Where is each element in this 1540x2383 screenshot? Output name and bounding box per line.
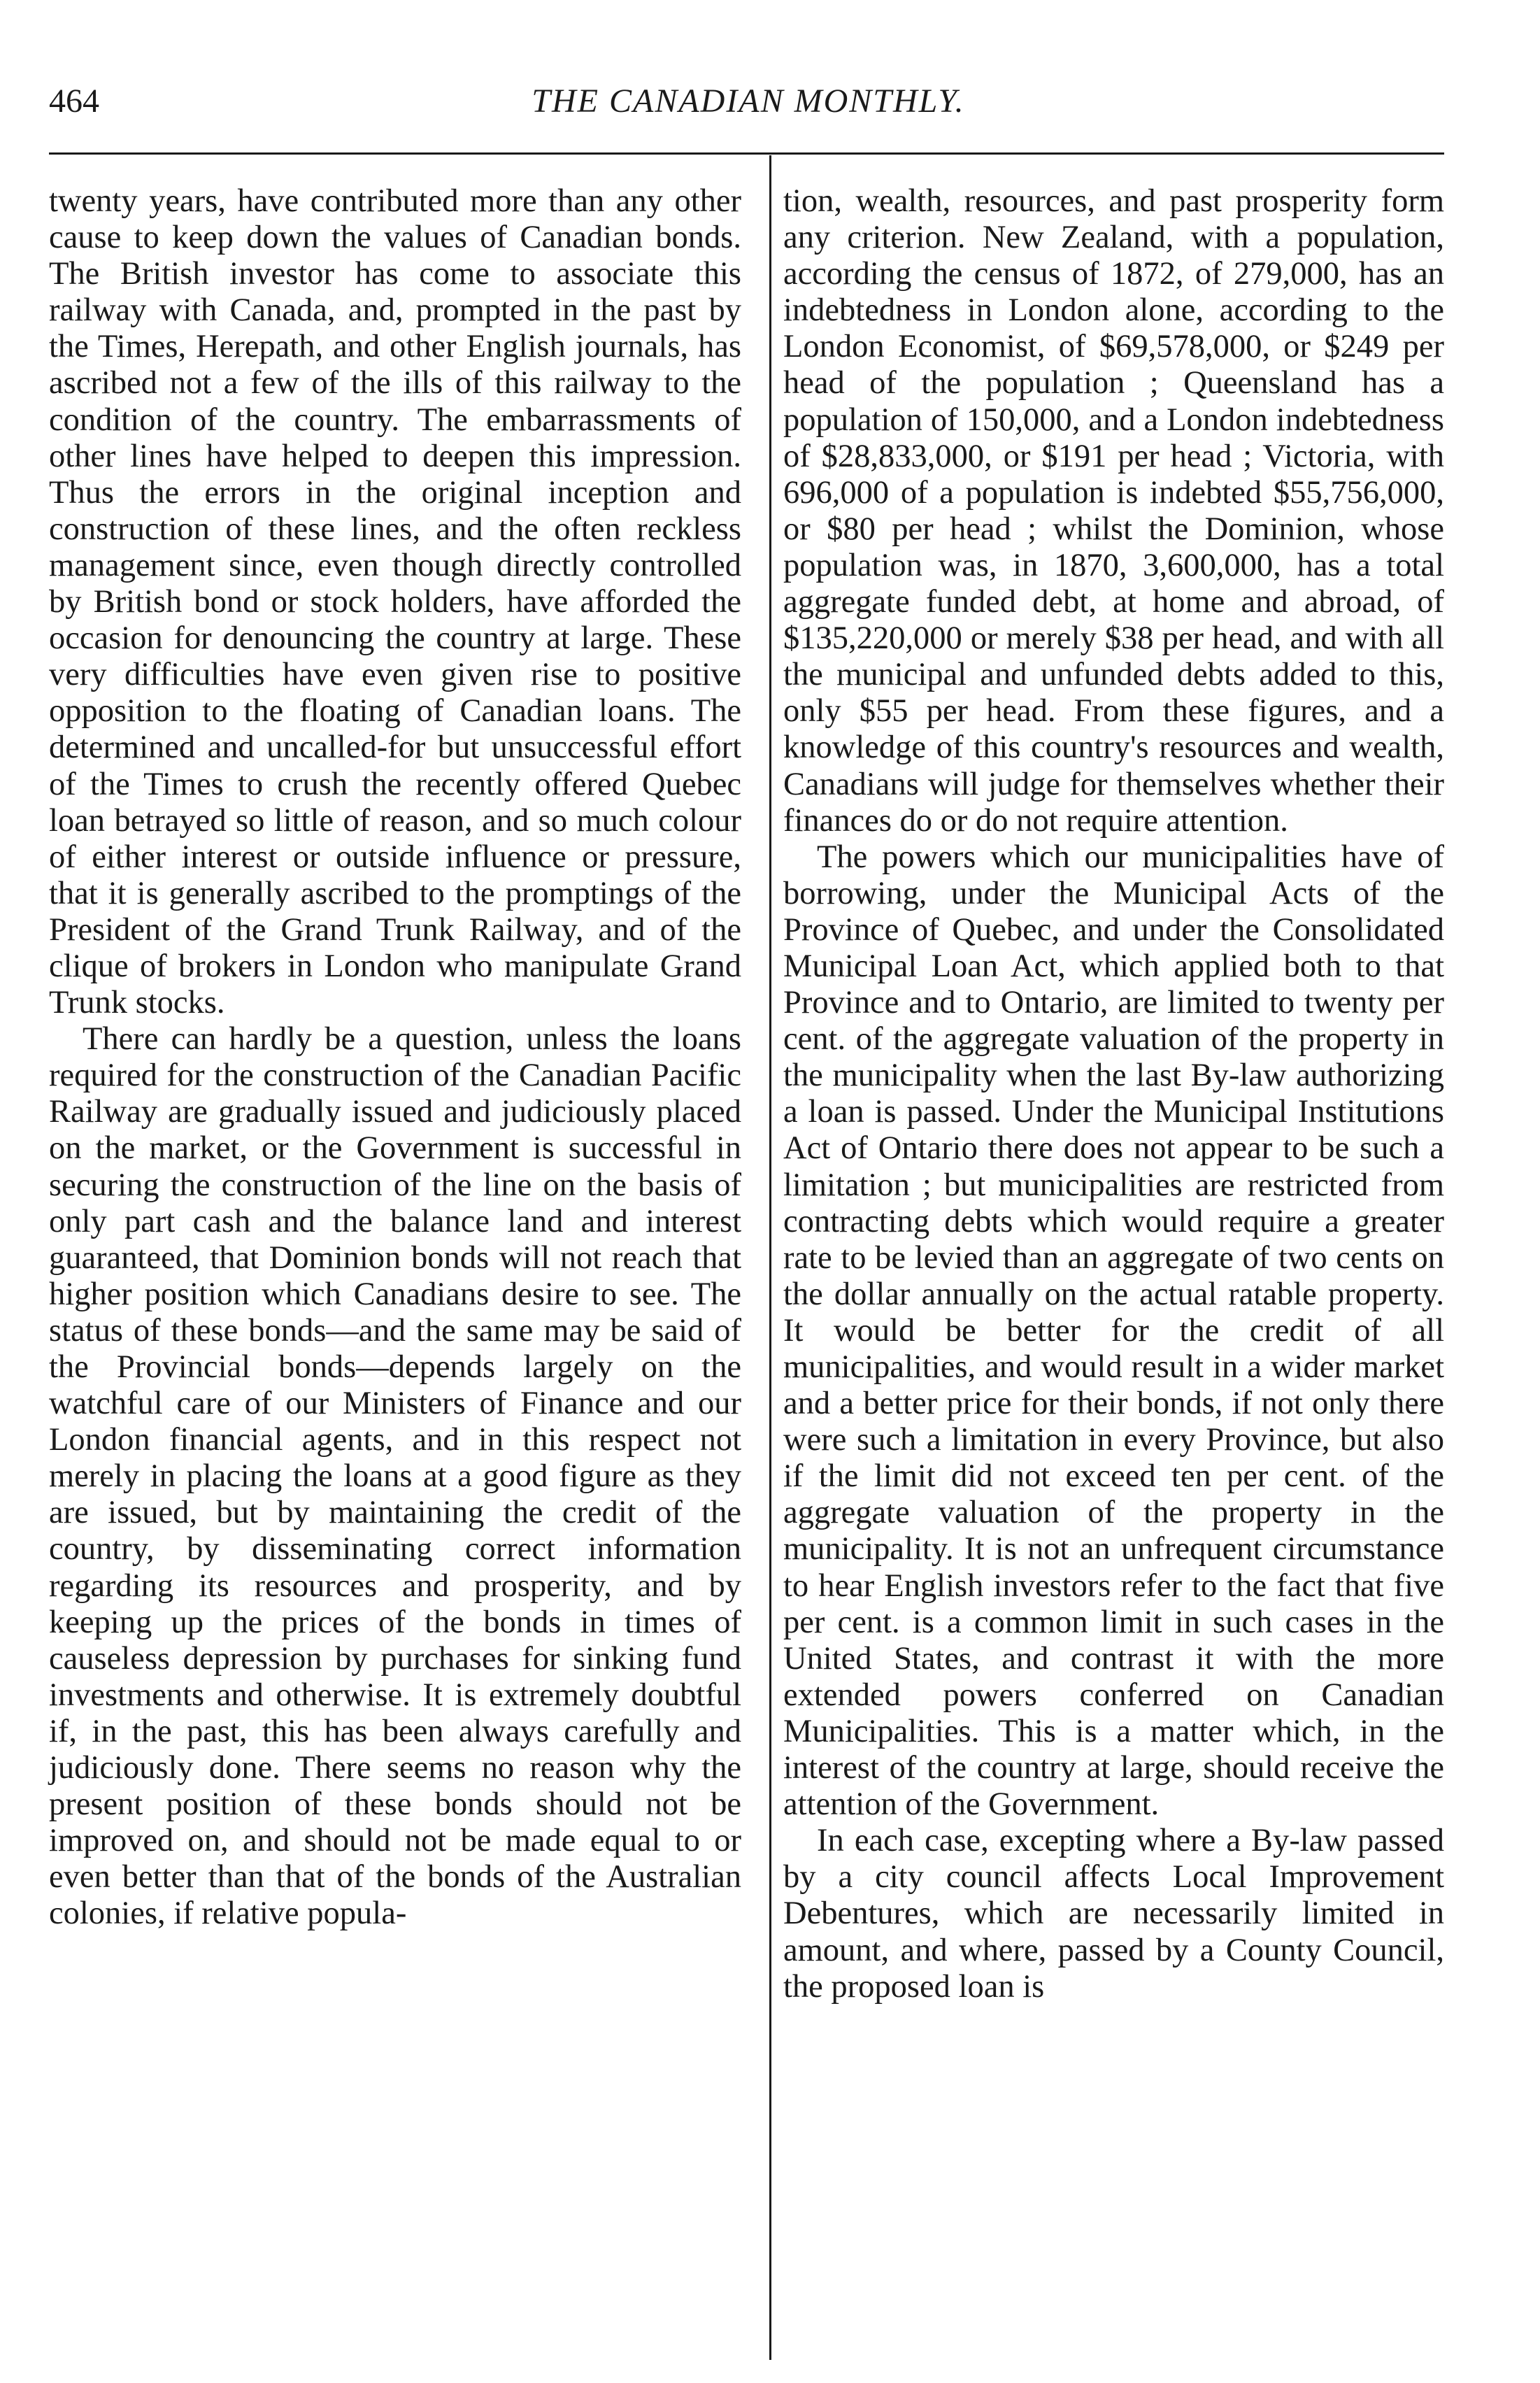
page-number: 464: [49, 83, 99, 120]
left-paragraph-2: There can hardly be a question, unless the loans required for the construction of the Canadian Pacific Railway are gradually issued and judiciously placed on the market, or the Government is successful in securing the construction of the line on the basis of only part cash and the balance land and interest guaranteed, that Dominion bonds will not reach that higher position which Canadians desire to see. The status of these bonds—and the same may be said of the Provincial bonds—depends largely on the watchful care of our Ministers of Finance and our London financial agents, and in this respect not merely in placing the loans at a good figure as they are issued, but by maintaining the credit of the country, by disseminating correct information regarding its resources and prosperity, and by keeping up the prices of the bonds in times of causeless depression by purchases for sinking fund investments and otherwise. It is extremely doubtful if, in the past, this has been always carefully and judiciously done. There seems no reason why the present position of these bonds should not be improved on, and should not be made equal to or even better than that of the bonds of the Australian colonies, if relative popula-: [49, 1021, 741, 1932]
right-column: [783, 183, 1444, 2005]
column-divider: [769, 155, 771, 2360]
right-paragraph-1: tion, wealth, resources, and past prosperity form any criterion. New Zealand, with a population, according the census of 1872, of 279,000, has an indebtedness in London alone, according to the London Economist, of $69,578,000, or $249 per head of the population ; Queensland has a population of 150,000, and a London indebtedness of $28,833,000, or $191 per head ; Victoria, with 696,000 of a population is indebted $55,756,000, or $80 per head ; whilst the Dominion, whose population was, in 1870, 3,600,000, has a total aggregate funded debt, at home and abroad, of $135,220,000 or merely $38 per head, and with all the municipal and unfunded debts added to this, only $55 per head. From these figures, and a knowledge of this country's resources and wealth, Canadians will judge for themselves whether their finances do or do not require attention.: [783, 183, 1444, 839]
page-header: [49, 80, 1448, 136]
right-paragraph-2: The powers which our municipalities have of borrowing, under the Municipal Acts of the Province of Quebec, and under the Consolidated Municipal Loan Act, which applied both to that Province and to Ontario, are limited to twenty per cent. of the aggregate valuation of the property in the municipality when the last By-law authorizing a loan is passed. Under the Municipal Institutions Act of Ontario there does not appear to be such a limitation ; but municipalities are restricted from contracting debts which would require a greater rate to be levied than an aggregate of two cents on the dollar annually on the actual ratable property. It would be better for the credit of all municipalities, and would result in a wider market and a better price for their bonds, if not only there were such a limitation in every Province, but also if the limit did not exceed ten per cent. of the aggregate valuation of the property in the municipality. It is not an unfrequent circumstance to hear English investors refer to the fact that five per cent. is a common limit in such cases in the United States, and contrast it with the more extended powers conferred on Canadian Municipalities. This is a matter which, in the interest of the country at large, should receive the attention of the Government.: [783, 839, 1444, 1823]
header-rule: [49, 152, 1444, 155]
left-paragraph-1: twenty years, have contributed more than any other cause to keep down the values of Canadian bonds. The British investor has come to associate this railway with Canada, and, prompted in the past by the Times, Herepath, and other English journals, has ascribed not a few of the ills of this railway to the condition of the country. The embarrassments of other lines have helped to deepen this impression. Thus the errors in the original inception and construction of these lines, and the often reckless management since, even though directly controlled by British bond or stock holders, have afforded the occasion for denouncing the country at large. These very difficulties have even given rise to positive opposition to the floating of Canadian loans. The determined and uncalled-for but unsuccessful effort of the Times to crush the recently offered Quebec loan betrayed so little of reason, and so much colour of either interest or outside influence or pressure, that it is generally ascribed to the promptings of the President of the Grand Trunk Railway, and of the clique of brokers in London who manipulate Grand Trunk stocks.: [49, 183, 741, 1021]
right-paragraph-3: In each case, excepting where a By-law passed by a city council affects Local Improvement Debentures, which are necessarily limited in amount, and where, passed by a County Council, the proposed loan is: [783, 1823, 1444, 2005]
running-head: THE CANADIAN MONTHLY.: [532, 83, 965, 120]
left-column: [49, 183, 741, 1933]
